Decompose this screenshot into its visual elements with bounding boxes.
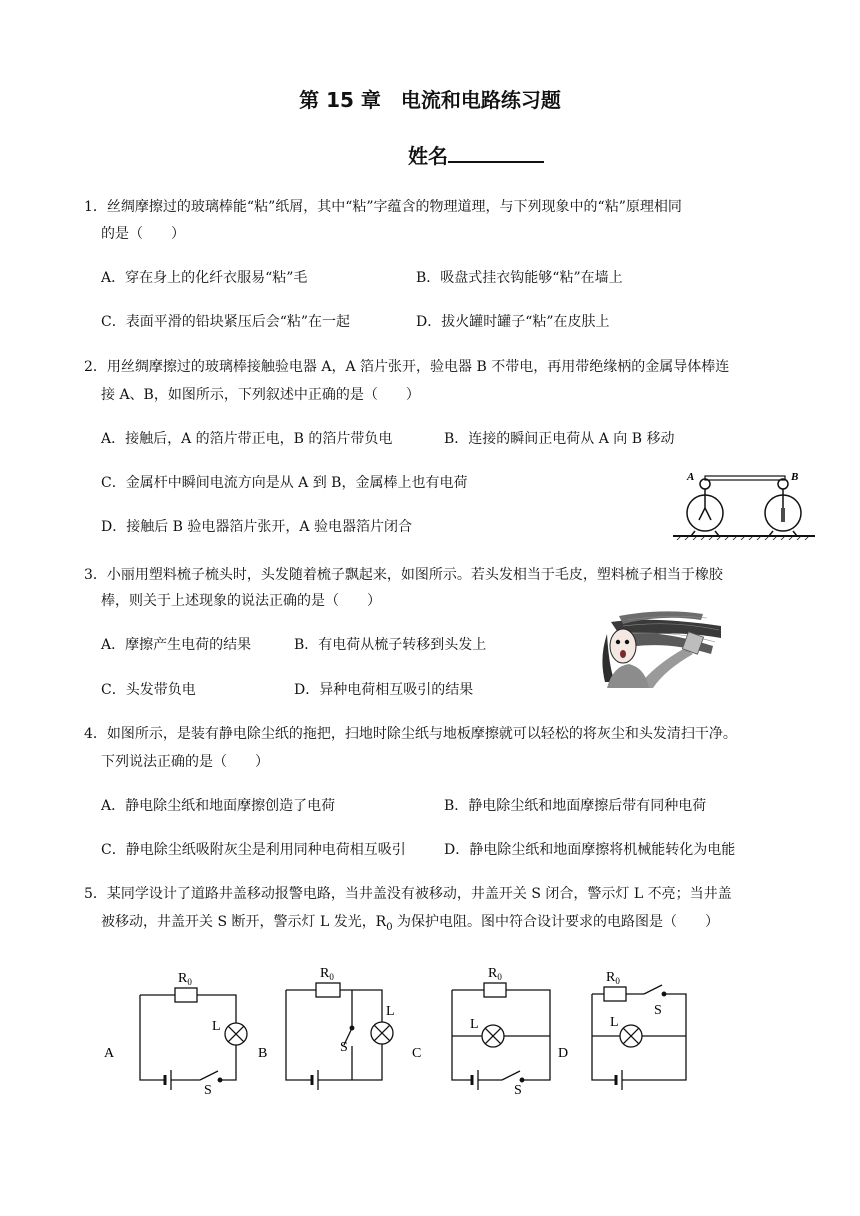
resistor-label: $R_0$: [606, 970, 620, 986]
lamp-label: L: [610, 1015, 619, 1030]
electroscope-label-b: B: [791, 471, 799, 483]
switch-label: S: [654, 1003, 662, 1018]
electroscope-label-a: A: [687, 471, 695, 483]
name-blank-line[interactable]: [448, 143, 544, 163]
resistor-label: $R_0$: [320, 966, 334, 982]
q3-stem-line2: 棒，则关于上述现象的说法正确的是（ ）: [101, 593, 381, 609]
circuit-label-b: B: [258, 1046, 268, 1061]
q4-stem-line2: 下列说法正确的是（ ）: [101, 754, 269, 770]
q3-option-c[interactable]: C．头发带负电: [101, 682, 196, 698]
switch-label: S: [204, 1083, 212, 1096]
q2-stem-line1: 2．用丝绸摩擦过的玻璃棒接触验电器 A，A 箔片张开，验电器 B 不带电，再用带绝缘柄的金属导体棒连: [84, 359, 730, 375]
q1-option-b[interactable]: B．吸盘式挂衣钩能够“粘”在墙上: [416, 270, 623, 286]
q1-option-a[interactable]: A．穿在身上的化纤衣服易“粘”毛: [101, 270, 308, 286]
q1-option-c[interactable]: C．表面平滑的铅块紧压后会“粘”在一起: [101, 314, 351, 330]
circuit-label-d: D: [558, 1046, 569, 1061]
name-label: 姓名: [408, 144, 448, 168]
circuit-a: [140, 988, 236, 1090]
q3-stem-line1: 3．小丽用塑料梳子梳头时，头发随着梳子飘起来，如图所示。若头发相当于毛皮，塑料梳子相当于橡胶: [84, 567, 723, 583]
switch-label: S: [514, 1083, 522, 1096]
q3-option-a[interactable]: A．摩擦产生电荷的结果: [101, 637, 252, 653]
q2-option-a[interactable]: A．接触后，A 的箔片带正电，B 的箔片带负电: [101, 431, 393, 447]
circuit-label-a: A: [104, 1046, 115, 1061]
circuit-label-c: C: [412, 1046, 422, 1061]
girl-combing-hair-illustration: [593, 608, 725, 688]
circuit-diagrams: [96, 960, 696, 1096]
q4-option-c[interactable]: C．静电除尘纸吸附灰尘是利用同种电荷相互吸引: [101, 842, 406, 858]
q1-option-d[interactable]: D．拔火罐时罐子“粘”在皮肤上: [416, 314, 610, 330]
q4-option-a[interactable]: A．静电除尘纸和地面摩擦创造了电荷: [101, 798, 336, 814]
q2-option-c[interactable]: C．金属杆中瞬间电流方向是从 A 到 B，金属棒上也有电荷: [101, 475, 468, 491]
lamp-icon: [371, 1022, 393, 1044]
lamp-label: L: [470, 1017, 479, 1032]
q4-stem-line1: 4．如图所示，是装有静电除尘纸的拖把，扫地时除尘纸与地板摩擦就可以轻松的将灰尘和头发清扫干净。: [84, 726, 737, 742]
q2-option-d[interactable]: D．接触后 B 验电器箔片张开，A 验电器箔片闭合: [101, 519, 412, 535]
resistor-label: $R_0$: [488, 966, 502, 982]
lamp-icon: [225, 1023, 247, 1045]
q5-stem-line1: 5．某同学设计了道路井盖移动报警电路，当井盖没有被移动，井盖开关 S 闭合，警示灯 L 不亮；当井盖: [84, 886, 732, 902]
q1-stem-line2: 的是（ ）: [101, 226, 185, 242]
q4-option-b[interactable]: B．静电除尘纸和地面摩擦后带有同种电荷: [444, 798, 707, 814]
q1-stem-line1: 1．丝绸摩擦过的玻璃棒能“粘”纸屑，其中“粘”字蕴含的物理道理，与下列现象中的“粘”原理相同: [84, 199, 682, 215]
q5-stem-line2: 被移动，井盖开关 S 断开，警示灯 L 发光，$R_0$ 为保护电阻。图中符合设计要求的电路图是（ ）: [101, 914, 720, 933]
student-name-field[interactable]: [408, 140, 544, 169]
q3-option-d[interactable]: D．异种电荷相互吸引的结果: [294, 682, 474, 698]
switch-label: S: [340, 1040, 348, 1055]
circuit-b: [286, 983, 382, 1090]
lamp-label: L: [212, 1019, 221, 1034]
q2-stem-line2: 接 A、B，如图所示，下列叙述中正确的是（ ）: [101, 387, 420, 403]
q3-option-b[interactable]: B．有电荷从梳子转移到头发上: [294, 637, 487, 653]
q2-option-b[interactable]: B．连接的瞬间正电荷从 A 向 B 移动: [444, 431, 675, 447]
lamp-label: L: [386, 1004, 395, 1019]
resistor-label: $R_0$: [178, 971, 192, 987]
lamp-icon: [482, 1025, 504, 1047]
electroscope-figure: [673, 468, 815, 540]
page-title: 第 15 章 电流和电路练习题: [299, 88, 561, 112]
lamp-icon: [620, 1025, 642, 1047]
q4-option-d[interactable]: D．静电除尘纸和地面摩擦将机械能转化为电能: [444, 842, 736, 858]
